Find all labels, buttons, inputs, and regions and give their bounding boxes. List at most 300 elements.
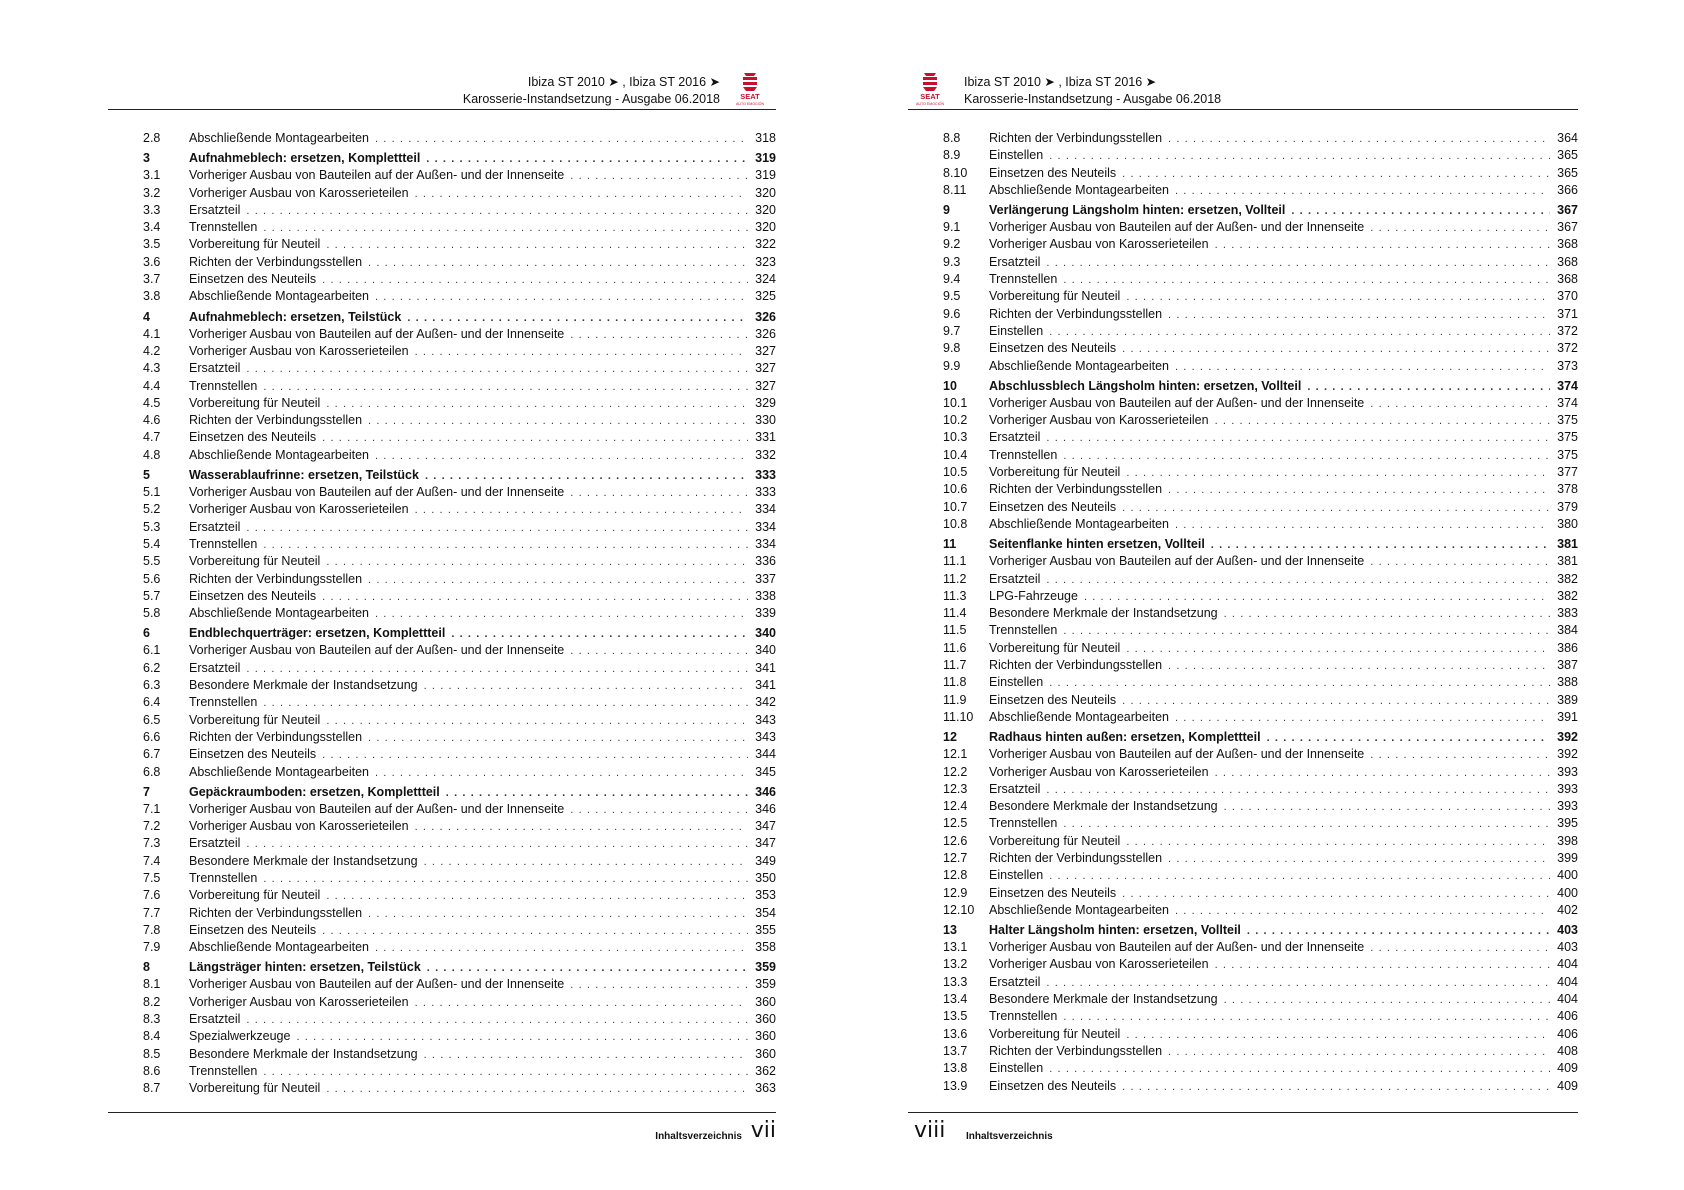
toc-entry-title: Ersatzteil [989,254,1041,269]
toc-leader-dots [1063,816,1550,833]
toc-entry-number: 12.9 [943,885,968,900]
toc-leader-dots [415,819,748,836]
toc-entry-page: 319 [755,151,776,166]
toc-entry[interactable] [143,922,776,939]
toc-entry-number: 9.6 [943,306,961,321]
toc-entry[interactable] [143,694,776,711]
toc-entry[interactable] [943,833,1578,850]
toc-entry[interactable] [143,994,776,1011]
footer-rule [908,1112,1578,1113]
toc-entry-page: 327 [755,378,776,393]
toc-entry-title: Einsetzen des Neuteils [189,430,317,445]
toc-entry-page: 368 [1557,254,1578,269]
toc-entry-number: 7.1 [143,801,161,816]
toc-entry[interactable] [943,340,1578,357]
toc-entry-title: Richten der Verbindungsstellen [189,254,363,269]
toc-leader-dots [1215,413,1550,430]
toc-entry-number: 9.7 [943,323,961,338]
toc-entry-page: 347 [755,836,776,851]
toc-entry[interactable] [143,571,776,588]
toc-leader-dots [570,802,748,819]
toc-entry-number: 5.5 [143,554,161,569]
toc-leader-dots [1122,341,1550,358]
toc-entry-title: Einstellen [989,868,1044,883]
toc-entry[interactable] [943,447,1578,464]
toc-entry-number: 4.2 [143,343,161,358]
toc-entry-page: 363 [755,1081,776,1096]
toc-entry[interactable] [143,605,776,622]
toc-entry[interactable] [143,976,776,993]
toc-entry[interactable] [943,130,1578,147]
toc-entry-number: 11.1 [943,554,967,569]
toc-entry-title: Vorheriger Ausbau von Karosserieteilen [189,994,409,1009]
toc-leader-dots [1046,975,1550,992]
toc-entry[interactable] [943,254,1578,271]
toc-entry-page: 400 [1557,868,1578,883]
toc-entry[interactable] [143,677,776,694]
toc-entry-number: 3.7 [143,272,161,287]
toc-entry-page: 332 [755,447,776,462]
toc-entry[interactable] [143,202,776,219]
toc-leader-dots [322,272,748,289]
toc-entry[interactable] [143,1046,776,1063]
toc-entry[interactable] [143,642,776,659]
toc-entry-page: 339 [755,606,776,621]
toc-leader-dots [1046,572,1550,589]
toc-entry[interactable] [143,870,776,887]
toc-entry-title: Trennstellen [189,536,258,551]
toc-entry-page: 403 [1557,923,1578,938]
toc-entry[interactable] [943,288,1578,305]
toc-entry-number: 8.8 [943,131,961,145]
toc-entry-title: Abschließende Montagearbeiten [989,709,1169,724]
toc-entry[interactable] [143,429,776,446]
header-rule [908,109,1578,110]
toc-entry-number: 10.8 [943,516,968,531]
toc-entry[interactable] [943,464,1578,481]
toc-entry-title: Aufnahmeblech: ersetzen, Komplettteil [189,151,421,166]
toc-entry-title: Trennstellen [189,1063,258,1078]
toc-entry[interactable] [943,692,1578,709]
toc-entry[interactable] [943,165,1578,182]
toc-entry[interactable] [943,746,1578,763]
toc-entry-page: 365 [1557,165,1578,180]
toc-entry[interactable] [943,674,1578,691]
toc-entry-title: Richten der Verbindungsstellen [189,413,363,428]
toc-entry-title: Wasserablaufrinne: ersetzen, Teilstück [189,468,419,483]
toc-leader-dots [570,977,748,994]
toc-entry-number: 8.10 [943,165,968,180]
toc-entry[interactable] [143,167,776,184]
toc-entry-title: Ersatzteil [989,974,1041,989]
toc-leader-dots [1370,747,1550,764]
toc-entry-number: 10.2 [943,413,968,428]
toc-entry-page: 368 [1557,272,1578,287]
toc-chapter-entry[interactable] [943,728,1578,746]
toc-entry[interactable] [143,712,776,729]
toc-entry[interactable] [943,182,1578,199]
toc-entry-number: 3.1 [143,168,161,183]
toc-entry-title: Ersatzteil [189,361,241,376]
toc-entry[interactable] [143,660,776,677]
toc-entry-title: Richten der Verbindungsstellen [989,1043,1163,1058]
toc-chapter-entry[interactable] [143,783,776,801]
toc-entry-number: 7.8 [143,922,161,937]
toc-entry-title: Vorheriger Ausbau von Bauteilen auf der Außen- und der Innenseite [189,977,565,992]
toc-entry-number: 6.2 [143,660,161,675]
toc-entry[interactable] [143,729,776,746]
toc-entry-page: 387 [1557,658,1578,673]
toc-entry-title: Vorheriger Ausbau von Bauteilen auf der Außen- und der Innenseite [989,940,1365,955]
toc-entry-number: 12.8 [943,868,968,883]
toc-leader-dots [415,502,748,519]
toc-entry-number: 12.10 [943,902,975,917]
toc-entry-page: 375 [1557,447,1578,462]
toc-entry-title: Richten der Verbindungsstellen [189,905,363,920]
toc-entry-title: Vorheriger Ausbau von Bauteilen auf der Außen- und der Innenseite [189,326,565,341]
toc-entry-page: 404 [1557,957,1578,972]
toc-entry[interactable] [943,991,1578,1008]
toc-entry-page: 403 [1557,940,1578,955]
toc-entry[interactable] [143,185,776,202]
toc-leader-dots [1175,517,1550,534]
toc-leader-dots [570,643,748,660]
toc-entry-number: 8.11 [943,182,967,197]
toc-leader-dots [1168,658,1550,675]
toc-entry-page: 406 [1557,1009,1578,1024]
toc-entry-number: 12.5 [943,816,968,831]
toc-leader-dots [1126,289,1550,306]
toc-entry-title: Abschließende Montagearbeiten [189,940,369,955]
toc-entry-number: 13.5 [943,1009,968,1024]
toc-chapter-entry[interactable] [143,466,776,484]
toc-entry[interactable] [143,288,776,305]
toc-entry[interactable] [943,764,1578,781]
toc-entry[interactable] [943,571,1578,588]
header-subtitle: Karosserie-Instandsetzung - Ausgabe 06.2018 [462,92,720,106]
toc-entry-title: Einsetzen des Neuteils [189,588,317,603]
toc-leader-dots [246,1012,748,1029]
toc-entry-title: Abschließende Montagearbeiten [189,289,369,304]
toc-entry-page: 371 [1557,306,1578,321]
toc-entry-number: 2.8 [143,131,161,145]
toc-entry-page: 398 [1557,833,1578,848]
toc-leader-dots [1049,868,1550,885]
toc-leader-dots [368,413,748,430]
toc-entry-number: 4.7 [143,430,161,445]
toc-leader-dots [1175,183,1550,200]
toc-chapter-entry[interactable] [943,377,1578,395]
toc-entry[interactable] [943,147,1578,164]
toc-entry[interactable] [943,709,1578,726]
toc-entry[interactable] [143,447,776,464]
toc-entry[interactable] [143,360,776,377]
toc-entry[interactable] [943,429,1578,446]
toc-leader-dots [1215,765,1550,782]
toc-chapter-entry[interactable] [943,201,1578,219]
toc-leader-dots [1224,992,1550,1009]
toc-entry[interactable] [943,516,1578,533]
toc-leader-dots [263,695,748,712]
toc-entry[interactable] [943,1008,1578,1025]
toc-entry-page: 336 [755,554,776,569]
toc-leader-dots [1063,623,1550,640]
toc-entry-number: 13 [943,923,957,938]
toc-entry-page: 395 [1557,816,1578,831]
toc-entry-number: 10.5 [943,465,968,480]
toc-entry[interactable] [943,974,1578,991]
toc-entry-title: Ersatzteil [989,430,1041,445]
toc-entry-page: 378 [1557,482,1578,497]
toc-leader-dots [1175,710,1550,727]
toc-leader-dots [1126,465,1550,482]
toc-entry[interactable] [143,501,776,518]
toc-entry-title: Einstellen [989,323,1044,338]
toc-entry[interactable] [943,323,1578,340]
toc-entry[interactable] [943,956,1578,973]
toc-entry-page: 354 [755,905,776,920]
toc-entry-number: 7.5 [143,870,161,885]
toc-entry[interactable] [943,1026,1578,1043]
toc-entry-title: Abschlussblech Längsholm hinten: ersetzen, Vollteil [989,378,1302,393]
toc-entry[interactable] [943,588,1578,605]
toc-entry[interactable] [943,657,1578,674]
toc-entry[interactable] [943,850,1578,867]
toc-entry-title: Einsetzen des Neuteils [989,341,1117,356]
toc-chapter-entry[interactable] [943,921,1578,939]
toc-entry[interactable] [143,412,776,429]
toc-entry-number: 6 [143,626,150,641]
toc-chapter-entry[interactable] [143,149,776,167]
toc-entry-page: 375 [1557,413,1578,428]
toc-leader-dots [326,237,748,254]
table-of-contents [943,130,1578,1095]
toc-entry-title: Vorheriger Ausbau von Karosserieteilen [189,343,409,358]
toc-chapter-entry[interactable] [143,308,776,326]
toc-entry-number: 8.9 [943,148,961,163]
toc-entry[interactable] [943,412,1578,429]
toc-entry-number: 6.6 [143,729,161,744]
toc-entry-page: 347 [755,819,776,834]
toc-entry-number: 9.1 [943,220,961,235]
toc-entry[interactable] [943,358,1578,375]
toc-entry-page: 329 [755,395,776,410]
footer-label: Inhaltsverzeichnis [655,1131,742,1142]
toc-entry[interactable] [143,519,776,536]
toc-entry[interactable] [143,801,776,818]
toc-entry-title: Vorbereitung für Neuteil [189,712,321,727]
toc-entry-title: Einsetzen des Neuteils [989,885,1117,900]
toc-entry[interactable] [143,219,776,236]
toc-entry[interactable] [143,378,776,395]
toc-leader-dots [1046,430,1550,447]
toc-entry[interactable] [943,1060,1578,1077]
toc-entry[interactable] [943,902,1578,919]
toc-entry[interactable] [143,835,776,852]
toc-leader-dots [427,959,748,977]
toc-entry-title: Vorbereitung für Neuteil [189,395,321,410]
toc-entry[interactable] [143,536,776,553]
toc-leader-dots [1370,940,1550,957]
toc-leader-dots [407,309,748,327]
toc-leader-dots [375,131,748,148]
toc-entry-title: Trennstellen [189,378,258,393]
toc-entry-title: Ersatzteil [189,1012,241,1027]
toc-entry-number: 7.7 [143,905,161,920]
toc-entry[interactable] [943,219,1578,236]
toc-entry[interactable] [143,746,776,763]
toc-entry[interactable] [943,798,1578,815]
toc-entry-number: 9 [943,203,950,218]
toc-entry[interactable] [943,939,1578,956]
toc-entry[interactable] [943,1043,1578,1060]
toc-entry[interactable] [143,1080,776,1097]
logo-text: SEAT [740,92,760,101]
toc-chapter-entry[interactable] [943,535,1578,553]
toc-entry-number: 8.5 [143,1046,161,1061]
toc-entry[interactable] [143,764,776,781]
toc-entry-page: 320 [755,220,776,235]
toc-entry-page: 368 [1557,237,1578,252]
toc-entry-page: 367 [1557,203,1578,218]
toc-entry[interactable] [143,887,776,904]
toc-leader-dots [1168,131,1550,148]
toc-entry-page: 381 [1557,554,1578,569]
toc-leader-dots [1168,851,1550,868]
toc-entry[interactable] [943,605,1578,622]
toc-entry[interactable] [143,905,776,922]
toc-entry-page: 333 [755,468,776,483]
toc-entry[interactable] [143,271,776,288]
toc-entry[interactable] [143,130,776,147]
toc-entry-title: Einsetzen des Neuteils [989,165,1117,180]
toc-entry-number: 7.6 [143,888,161,903]
toc-entry-title: Vorheriger Ausbau von Bauteilen auf der Außen- und der Innenseite [989,220,1365,235]
toc-leader-dots [1224,606,1550,623]
right-page [842,0,1684,1190]
toc-entry-page: 345 [755,764,776,779]
toc-entry-page: 341 [755,660,776,675]
toc-leader-dots [1063,448,1550,465]
toc-entry[interactable] [943,306,1578,323]
toc-entry[interactable] [943,236,1578,253]
toc-entry[interactable] [143,553,776,570]
toc-leader-dots [424,854,748,871]
toc-entry-page: 322 [755,237,776,252]
toc-entry[interactable] [943,499,1578,516]
toc-entry-page: 343 [755,712,776,727]
toc-entry[interactable] [943,395,1578,412]
toc-entry[interactable] [943,781,1578,798]
toc-entry-title: Richten der Verbindungsstellen [989,131,1163,145]
toc-entry-title: Ersatzteil [989,571,1041,586]
toc-entry-number: 11.8 [943,675,967,690]
toc-entry[interactable] [943,885,1578,902]
toc-entry-number: 6.3 [143,678,161,693]
toc-leader-dots [368,572,748,589]
toc-entry-title: Ersatzteil [189,660,241,675]
toc-entry[interactable] [143,939,776,956]
toc-entry[interactable] [143,818,776,835]
toc-entry-page: 366 [1557,182,1578,197]
toc-entry[interactable] [143,326,776,343]
toc-leader-dots [1215,237,1550,254]
toc-entry-number: 13.8 [943,1061,968,1076]
toc-entry[interactable] [943,553,1578,570]
toc-entry-number: 11.7 [943,658,967,673]
toc-entry-page: 331 [755,430,776,445]
toc-entry-title: Spezialwerkzeuge [189,1029,291,1044]
toc-entry-page: 333 [755,485,776,500]
toc-entry-title: Richten der Verbindungsstellen [189,729,363,744]
toc-leader-dots [426,150,748,168]
toc-chapter-entry[interactable] [143,958,776,976]
toc-entry-page: 338 [755,588,776,603]
toc-leader-dots [1122,1079,1550,1096]
toc-entry[interactable] [943,867,1578,884]
toc-entry[interactable] [943,1078,1578,1095]
toc-entry[interactable] [943,640,1578,657]
toc-entry-number: 11.5 [943,623,967,638]
toc-entry[interactable] [143,588,776,605]
toc-leader-dots [1168,1044,1550,1061]
toc-entry[interactable] [943,481,1578,498]
toc-entry-page: 319 [755,168,776,183]
toc-entry-number: 4.8 [143,447,161,462]
toc-chapter-entry[interactable] [143,624,776,642]
toc-entry-number: 6.7 [143,747,161,762]
toc-leader-dots [451,625,748,643]
toc-entry-number: 5.6 [143,571,161,586]
toc-entry-page: 349 [755,853,776,868]
toc-entry-number: 11.10 [943,709,974,724]
toc-leader-dots [246,836,748,853]
toc-entry-page: 320 [755,185,776,200]
toc-entry[interactable] [143,236,776,253]
toc-entry-title: Ersatzteil [989,781,1041,796]
toc-entry[interactable] [143,484,776,501]
toc-entry[interactable] [143,254,776,271]
toc-entry[interactable] [143,395,776,412]
toc-entry-title: Einsetzen des Neuteils [989,692,1117,707]
logo-tagline: AUTO EMOCIÓN [915,102,945,106]
toc-entry[interactable] [943,271,1578,288]
toc-entry-title: Abschließende Montagearbeiten [989,182,1169,197]
toc-entry-title: Ersatzteil [189,836,241,851]
toc-entry[interactable] [143,343,776,360]
toc-entry-page: 355 [755,922,776,937]
toc-entry-title: Einsetzen des Neuteils [989,1078,1117,1093]
toc-entry-number: 6.4 [143,695,161,710]
toc-entry-number: 8.1 [143,977,161,992]
toc-leader-dots [1247,922,1550,940]
toc-entry[interactable] [143,1028,776,1045]
toc-entry-number: 5 [143,468,150,483]
toc-entry[interactable] [943,815,1578,832]
toc-leader-dots [368,255,748,272]
toc-entry[interactable] [943,622,1578,639]
toc-entry-page: 360 [755,994,776,1009]
toc-leader-dots [326,888,748,905]
toc-entry[interactable] [143,1011,776,1028]
toc-entry[interactable] [143,853,776,870]
toc-entry-page: 341 [755,678,776,693]
toc-entry-title: Trennstellen [189,695,258,710]
toc-entry-page: 400 [1557,885,1578,900]
toc-leader-dots [570,168,748,185]
toc-entry[interactable] [143,1063,776,1080]
toc-entry-title: Verlängerung Längsholm hinten: ersetzen, Vollteil [989,203,1286,218]
